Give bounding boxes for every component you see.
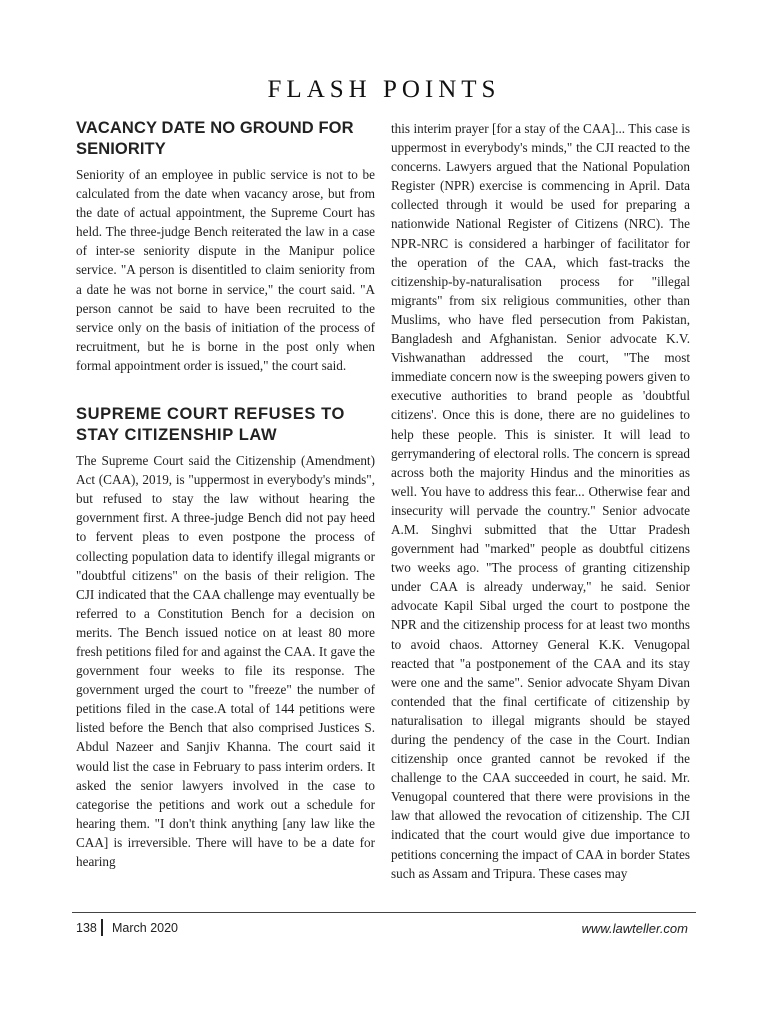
article2-headline: SUPREME COURT REFUSES TO STAY CITIZENSHIP LAW: [76, 405, 345, 445]
footer-divider: [72, 912, 696, 913]
right-column: [391, 119, 690, 883]
article1-body: Seniority of an employee in public service is not to be calculated from the date when vacancy arose, but from the date of actual appointment, the Supreme Court has held. The three-judge Bench reiterated the law in a case of inter-se seniority dispute in the Manipur police service. "A person is disentitled to claim seniority from a date he was not borne in service," the court said. "A person cannot be said to have been recruited to the service only on the basis of initiation of the process of recruitment, but he is borne in the post only when formal appointment order is issued," the court said.: [76, 167, 375, 373]
page-number: 138: [76, 921, 97, 935]
footer-separator: [101, 919, 103, 936]
article2-body-left: The Supreme Court said the Citizenship (Amendment) Act (CAA), 2019, is "uppermost in everybody's minds", but refused to stay the law without hearing the government first. A three-judge Bench did not pay heed to fervent pleas to even postpone the process of collecting population data to identify illegal migrants or "doubtful citizens" on the basis of their religion. The CJI indicated that the CAA challenge may eventually be referred to a Constitution Bench for a decision on merits. The Bench issued notice on at least 80 more fresh petitions filed for and against the CAA. It gave the government four weeks to file its response. The government urged the court to "freeze" the number of petitions filed in the case.A total of 144 petitions were listed before the Bench that also comprised Justices S. Abdul Nazeer and Sanjiv Khanna. The court said it would list the case in February to pass interim orders. It asked the senior lawyers involved in the case to categorise the petitions and work out a schedule for hearing them. "I don't think anything [any law like the CAA] is irreversible. There will have to be a date for hearing: [76, 453, 375, 869]
page-footer: [76, 919, 688, 939]
page-title: FLASH POINTS: [267, 76, 501, 103]
left-column: [76, 118, 375, 871]
article2-body-right: this interim prayer [for a stay of the CAA]... This case is uppermost in everybody's minds," the CJI reacted to the concerns. Lawyers argued that the National Population Register (NPR) exercise is commencing in April. Data collected through it would be used for preparing a nationwide National Register of Citizens (NRC). The NPR-NRC is considered a harbinger of facilitator for the operation of the CAA, which fast-tracks the citizenship-by-naturalisation process for "illegal migrants" from six religious communities, other than Muslims, who have fled persecution from Pakistan, Bangladesh and Afghanistan. Senior advocate K.V. Vishwanathan addressed the court, "The most immediate concern now is the sweeping powers given to executive authorities to brand people as 'doubtful citizens'. Once this is done, there are no guidelines to help these people. This is sinister. It will lead to gerrymandering of electoral rolls. The concern is spread across both the majority Hindus and the minorities as well. You have to address this fear... Otherwise fear and insecurity will pervade the country." Senior advocate A.M. Singhvi submitted that the Uttar Pradesh government had "marked" people as doubtful citizens two weeks ago. "The process of granting citizenship under CAA is already underway," he said. Senior advocate Kapil Sibal urged the court to postpone the NPR and the citizenship process for at least two months to avoid chaos. Attorney General K.K. Venugopal reacted that "a postponement of the CAA and its stay were one and the same". Senior advocate Shyam Divan contended that the final certificate of citizenship by naturalisation to illegal migrants should be stayed during the pendency of the case in the Court. Indian citizenship once granted cannot be revoked if the challenge to the CAA succeeded in court, he said. Mr. Venugopal countered that there were provisions in the law that allowed the revocation of citizenship. The CJI indicated that the court would give due importance to petitions concerning the impact of CAA in border States such as Assam and Tripura. These cases may: [391, 121, 690, 881]
website-link[interactable]: www.lawteller.com: [581, 921, 688, 936]
article1-headline: VACANCY DATE NO GROUND FOR SENIORITY: [76, 119, 354, 158]
issue-date: March 2020: [112, 921, 179, 935]
